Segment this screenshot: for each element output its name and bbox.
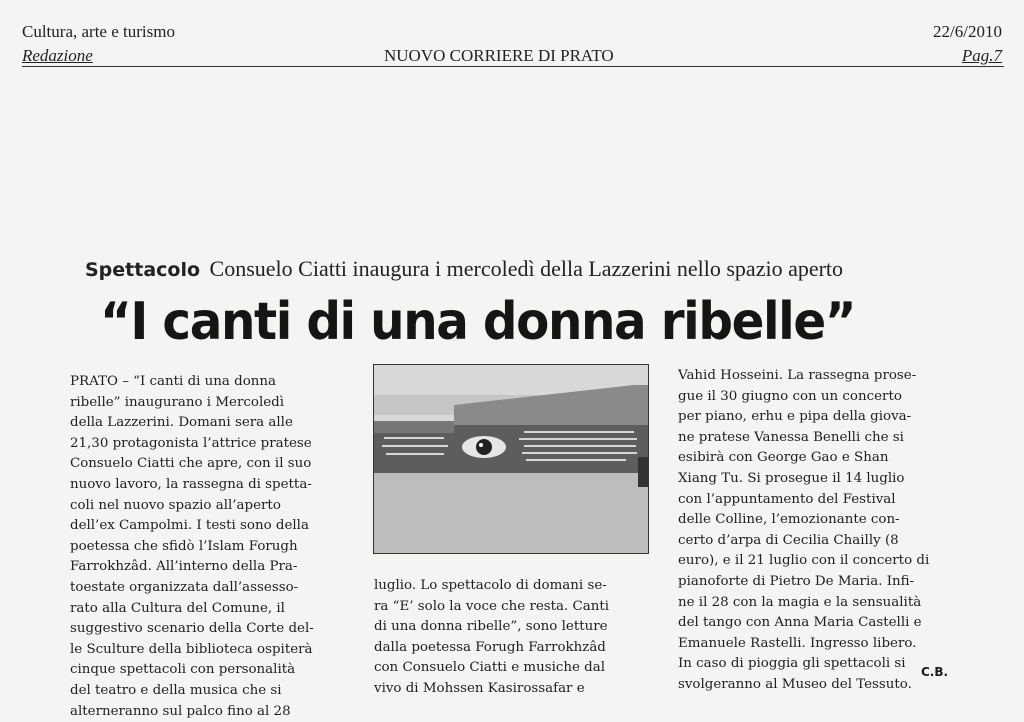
article-text-line: cinque spettacoli con personalità xyxy=(70,660,352,681)
article-text-line: vivo di Mohssen Kasirossafar e xyxy=(374,679,648,700)
article-text-line: Vahid Hosseini. La rassegna prose- xyxy=(678,366,958,387)
publication-date: 22/6/2010 xyxy=(933,22,1002,42)
section-name: Cultura, arte e turismo xyxy=(22,22,175,42)
article-text-line: con l’appuntamento del Festival xyxy=(678,490,958,511)
article-text-line: di una donna ribelle”, sono letture xyxy=(374,617,648,638)
header-rule xyxy=(22,66,1004,67)
article-text-line: rato alla Cultura del Comune, il xyxy=(70,599,352,620)
article-kicker xyxy=(85,256,843,282)
article-column-2 xyxy=(374,576,648,700)
article-text-line: alterneranno sul palco fino al 28 xyxy=(70,702,352,722)
article-text-line: Consuelo Ciatti che apre, con il suo xyxy=(70,454,352,475)
article-text-line: svolgeranno al Museo del Tessuto. xyxy=(678,675,958,696)
kicker-text: Consuelo Ciatti inaugura i mercoledì della Lazzerini nello spazio aperto xyxy=(210,256,844,281)
article-text-line: delle Colline, l’emozionante con- xyxy=(678,510,958,531)
article-text-line: con Consuelo Ciatti e musiche dal xyxy=(374,658,648,679)
article-text-line: del teatro e della musica che si xyxy=(70,681,352,702)
article-column-1 xyxy=(70,372,352,722)
article-text-line: ne il 28 con la magia e la sensualità xyxy=(678,593,958,614)
article-text-line: 21,30 protagonista l’attrice pratese xyxy=(70,434,352,455)
article-text-line: gue il 30 giugno con un concerto xyxy=(678,387,958,408)
author-name: Redazione xyxy=(22,46,93,66)
article-text-line: luglio. Lo spettacolo di domani se- xyxy=(374,576,648,597)
article-column-3 xyxy=(678,366,958,696)
article-text-line: In caso di pioggia gli spettacoli si xyxy=(678,654,958,675)
article-text-line: del tango con Anna Maria Castelli e xyxy=(678,613,958,634)
article-text-line: dalla poetessa Forugh Farrokhzâd xyxy=(374,638,648,659)
article-text-line: pianoforte di Pietro De Maria. Infi- xyxy=(678,572,958,593)
article-text-line: Xiang Tu. Si prosegue il 14 luglio xyxy=(678,469,958,490)
article-text-line: esibirà con George Gao e Shan xyxy=(678,448,958,469)
newspaper-name: NUOVO CORRIERE DI PRATO xyxy=(384,46,614,66)
article-text-line: Emanuele Rastelli. Ingresso libero. xyxy=(678,634,958,655)
page-number: Pag.7 xyxy=(962,46,1002,66)
author-signature: C.B. xyxy=(921,665,948,679)
photo-ground xyxy=(374,473,648,553)
article-headline: “I canti di una donna ribelle” xyxy=(100,292,872,352)
article-text-line: toestate organizzata dall’assesso- xyxy=(70,578,352,599)
article-text-line: della Lazzerini. Domani sera alle xyxy=(70,413,352,434)
article-text-line: certo d’arpa di Cecilia Chailly (8 xyxy=(678,531,958,552)
kicker-tag: Spettacolo xyxy=(85,259,200,281)
article-text-line: euro), e il 21 luglio con il concerto di xyxy=(678,551,958,572)
article-text-line: dell’ex Campolmi. I testi sono della xyxy=(70,516,352,537)
article-text-line: ribelle” inaugurano i Mercoledì xyxy=(70,393,352,414)
article-text-line: le Sculture della biblioteca ospiterà xyxy=(70,640,352,661)
article-photo xyxy=(373,364,649,554)
photo-image xyxy=(374,365,648,553)
article-text-line: suggestivo scenario della Corte del- xyxy=(70,619,352,640)
article-text-line: ne pratese Vanessa Benelli che si xyxy=(678,428,958,449)
article-text-line: per piano, erhu e pipa della giova- xyxy=(678,407,958,428)
article-text-line: coli nel nuovo spazio all’aperto xyxy=(70,496,352,517)
article-text-line: ra “E’ solo la voce che resta. Canti xyxy=(374,597,648,618)
article-text-line: PRATO – “I canti di una donna xyxy=(70,372,352,393)
article-text-line: Farrokhzâd. All’interno della Pra- xyxy=(70,557,352,578)
article-text-line: nuovo lavoro, la rassegna di spetta- xyxy=(70,475,352,496)
article-text-line: poetessa che sfidò l’Islam Forugh xyxy=(70,537,352,558)
